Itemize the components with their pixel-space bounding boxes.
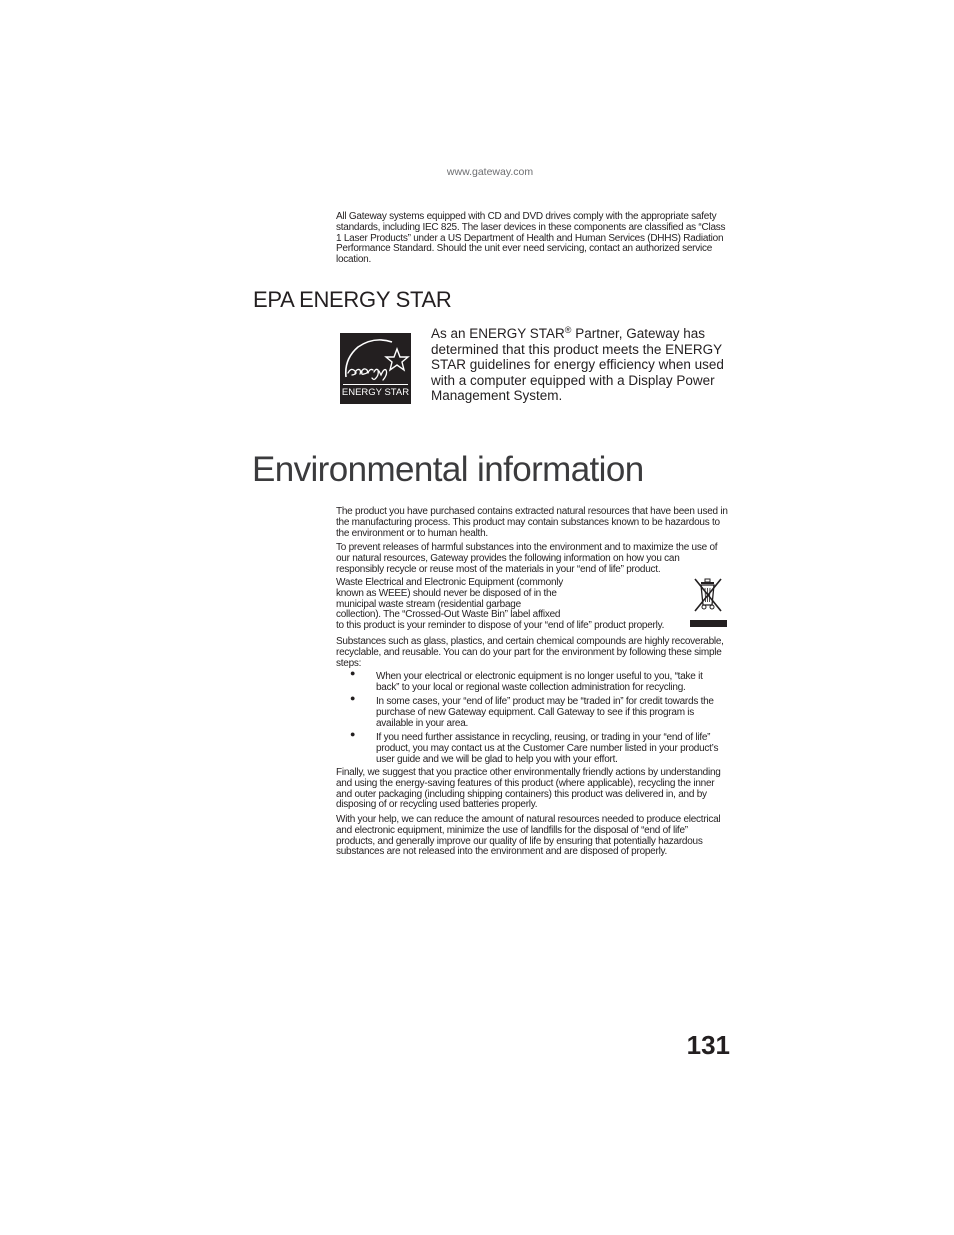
env-paragraph-2: To prevent releases of harmful substances into the environment and to maximize the use of our natural resources, Gateway provides the following information on how you can responsibly recycle or reuse most of the materials in your “end of life” product. [336, 542, 718, 575]
weee-line: known as WEEE) should never be disposed of in the [336, 587, 557, 599]
bullet-dot-icon: ● [350, 693, 356, 703]
energy-star-icon [340, 333, 411, 385]
energy-star-para-start: As an ENERGY STAR [431, 326, 565, 341]
bullet-dot-icon: ● [350, 729, 356, 739]
env-paragraph-1: The product you have purchased contains extracted natural resources that have been used in the manufacturing process. This product may contain substances known to be hazardous to the environment or to human health. [336, 506, 728, 539]
bullet-dot-icon: ● [350, 668, 356, 678]
energy-star-paragraph [431, 326, 731, 404]
env-paragraph-4: Finally, we suggest that you practice other environmentally friendly actions by understanding and using the energy-saving features of this product (where applicable), recycling the inner and outer packaging (including shipping containers) this product was delivered in, and by disposing of or recycling used batteries properly. [336, 767, 721, 811]
weee-line: to this product is your reminder to dispose of your “end of life” product properly. [336, 620, 665, 632]
env-paragraph-3: Substances such as glass, plastics, and certain chemical compounds are highly recoverable, recyclable, and reusable. You can do your part for the environment by following these simple steps: [336, 636, 724, 669]
energy-star-para-rest: Partner, Gateway has determined that this product meets the ENERGY STAR guidelines for energy efficiency when used with a computer equipped with a Display Power Management System. [431, 326, 724, 403]
crossed-out-waste-bin-icon [692, 575, 724, 613]
env-paragraph-5: With your help, we can reduce the amount of natural resources needed to produce electrical and electronic equipment, minimize the use of landfills for the disposal of “end of life” products, and generally improve our quality of life by ensuring that potentially hazardous substances are not released into the environment and are disposed of properly. [336, 814, 721, 858]
bullet-item-2: In some cases, your “end of life” product may be “traded in” for credit towards the purchase of new Gateway equipment. Call Gateway to see if this program is available in your area. [376, 696, 714, 729]
epa-energy-star-heading: EPA ENERGY STAR [253, 287, 452, 312]
weee-paragraph [336, 578, 731, 632]
weee-label-bar [690, 620, 727, 627]
environmental-heading: Environmental information [252, 450, 644, 489]
energy-star-logo [340, 333, 411, 404]
page-number: 131 [686, 1030, 730, 1060]
weee-line: collection). The “Crossed-Out Waste Bin” label affixed [336, 609, 561, 621]
registered-mark: ® [564, 325, 572, 335]
bullet-item-1: When your electrical or electronic equipment is no longer useful to you, “take it back” to your local or regional waste collection administration for recycling. [376, 671, 703, 693]
bullet-item-3: If you need further assistance in recycling, reusing, or trading in your “end of life” product, you may contact us at the Customer Care number listed in your product’s user guide and we will be glad to help you with your effort. [376, 732, 719, 765]
header-url: www.gateway.com [446, 166, 534, 178]
energy-star-logo-text: ENERGY STAR [341, 387, 410, 398]
weee-line: municipal waste stream (residential garbage [336, 598, 521, 610]
laser-compliance-paragraph: All Gateway systems equipped with CD and DVD drives comply with the appropriate safety standards, including IEC 825. The laser devices in these components are classified as “Class 1 Laser Products” under a US Department of Health and Human Services (DHHS) Radiation Performance Standard. Should the unit ever need servicing, contact an authorized service location. [336, 211, 726, 266]
weee-line: Waste Electrical and Electronic Equipment (commonly [336, 577, 563, 588]
